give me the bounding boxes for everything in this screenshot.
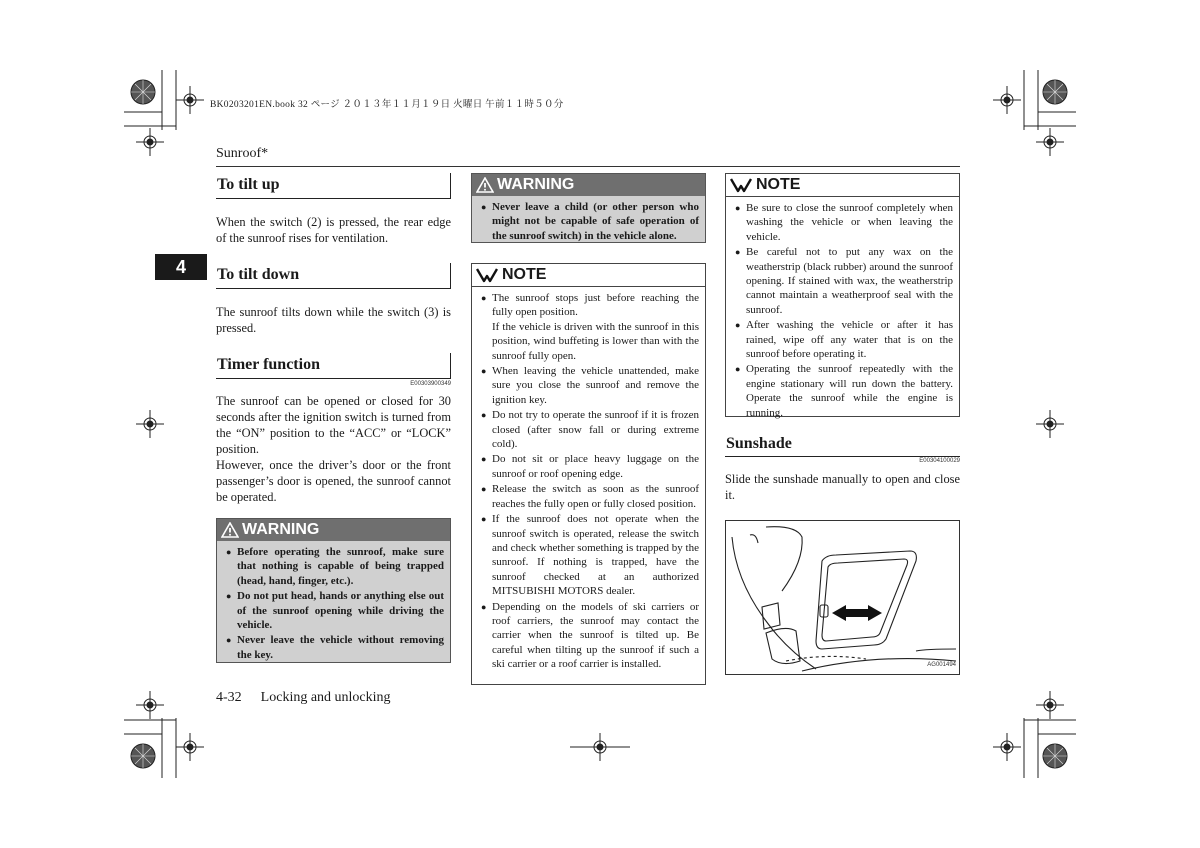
list-item-text: The sunroof stops just before reaching the fully open position. (492, 292, 699, 319)
note-box-middle (471, 263, 706, 685)
warning-box-left (216, 518, 451, 663)
sunshade-rule (725, 456, 960, 457)
list-item: ● Operating the sunroof repeatedly with the engine stationary will run down the battery. Operate the sunroof while the engine is running. (746, 362, 953, 420)
page-footer (216, 690, 391, 706)
header-rule (216, 166, 960, 167)
warning-title (217, 519, 450, 541)
note-check-icon (730, 177, 752, 193)
list-item: ● Depending on the models of ski carriers or roof carriers, the sunroof may contact the carrier when the sunroof is tilted up. Be careful when tilting up the sunroof if such a ski carrier or a roof carrier is installed. (492, 600, 699, 672)
note-title-text: NOTE (756, 176, 801, 193)
illustration-code: AG001494 (927, 662, 956, 668)
chapter-tab: 4 (155, 254, 207, 280)
section-title-tilt-down: To tilt down (216, 263, 451, 289)
timer-paragraph-2: However, once the driver’s door or the front passenger’s door is opened, the sunroof cannot be operated. (216, 458, 451, 504)
tilt-up-text: When the switch (2) is pressed, the rear edge of the sunroof rises for ventilation. (216, 215, 451, 245)
warning-box-middle (471, 173, 706, 243)
warning-list (217, 541, 450, 667)
warning-triangle-icon (221, 522, 239, 538)
note-title (472, 264, 705, 287)
sunshade-illustration (725, 520, 960, 675)
warning-triangle-icon (476, 177, 494, 193)
list-item: ● Release the switch as soon as the sunroof reaches the fully open or fully closed position. (492, 482, 699, 511)
list-item: ● Never leave the vehicle without removing the key. (237, 633, 444, 662)
list-item: ● When leaving the vehicle unattended, make sure you close the sunroof and remove the ignition key. (492, 364, 699, 407)
warning-list (472, 196, 705, 248)
sunshade-section-code: E00304100029 (919, 458, 960, 464)
list-item: ● Never leave a child (or other person who might not be capable of safe operation of the sunroof switch) in the vehicle alone. (492, 200, 699, 243)
list-item: ● Be careful not to put any wax on the weatherstrip (black rubber) around the sunroof opening. If stained with wax, the weatherstrip cannot maintain a weatherproof seal with the sunroof. (746, 245, 953, 317)
tilt-down-text: The sunroof tilts down while the switch (3) is pressed. (216, 305, 451, 335)
timer-section-code: E00303900349 (410, 381, 451, 387)
sunshade-drawing (726, 521, 959, 674)
list-item-extra: If the vehicle is driven with the sunroof in this position, wind buffeting is lower than with the sunroof fully open. (492, 320, 699, 362)
file-header: BK0203201EN.book 32 ページ ２０１３年１１月１９日 火曜日 午前１１時５０分 (210, 100, 564, 110)
list-item (492, 291, 699, 363)
list-item: ● If the sunroof does not operate when the sunroof switch is operated, release the switch and check whether something is trapped by the sunroof. If nothing is trapped, have the sunroof checked at an authorized MITSUBISHI MOTORS dealer. (492, 512, 699, 598)
timer-text (216, 393, 451, 505)
list-item: ● Do not try to operate the sunroof if it is frozen closed (after snow fall or during extreme cold). (492, 408, 699, 451)
note-list (726, 197, 959, 425)
note-box-right (725, 173, 960, 417)
sunshade-text: Slide the sunshade manually to open and close it. (725, 472, 960, 502)
timer-paragraph-1: The sunroof can be opened or closed for 30 seconds after the ignition switch is turned from the “ON” position to the “ACC” or “LOCK” position. (216, 394, 451, 456)
list-item: ● After washing the vehicle or after it has rained, wipe off any water that is on the sunroof before operating it. (746, 318, 953, 361)
footer-section-name: Locking and unlocking (260, 690, 391, 705)
note-title (726, 174, 959, 197)
note-check-icon (476, 267, 498, 283)
list-item: ● Before operating the sunroof, make sure that nothing is capable of being trapped (head, hand, finger, etc.). (237, 545, 444, 588)
section-title-tilt-up: To tilt up (216, 173, 451, 199)
warning-title-text: WARNING (497, 176, 575, 193)
note-title-text: NOTE (502, 266, 547, 283)
list-item: ● Do not sit or place heavy luggage on the sunroof or roof opening edge. (492, 452, 699, 481)
page-number: 4-32 (216, 690, 242, 705)
list-item: ● Be sure to close the sunroof completely when washing the vehicle or when leaving the vehicle. (746, 201, 953, 244)
warning-title-text: WARNING (242, 521, 320, 538)
note-list (472, 287, 705, 677)
warning-title (472, 174, 705, 196)
section-title-timer: Timer function (216, 353, 451, 379)
section-title-sunshade: Sunshade (726, 435, 792, 452)
running-head: Sunroof* (216, 146, 269, 161)
list-item: ● Do not put head, hands or anything else out of the sunroof opening while driving the vehicle. (237, 589, 444, 632)
